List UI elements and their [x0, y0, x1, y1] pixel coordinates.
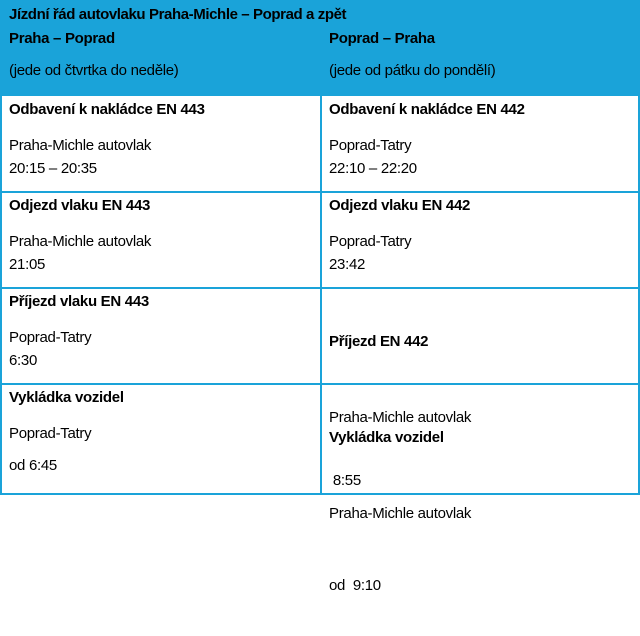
cell-heading: Odbavení k nakládce EN 442: [329, 101, 525, 118]
cell-time: 22:10 – 22:20: [329, 160, 417, 177]
days-label: (jede od pátku do pondělí): [329, 62, 496, 79]
cell-heading: Vykládka vozidel: [9, 389, 124, 406]
cell-heading: Příjezd vlaku EN 443: [9, 293, 149, 310]
table-cell: [329, 388, 639, 636]
cell-place: Poprad-Tatry: [329, 233, 412, 250]
route-label: Poprad – Praha: [329, 30, 435, 47]
table-cell: [9, 100, 319, 179]
cell-place: Poprad-Tatry: [9, 425, 92, 442]
cell-time: od 9:10: [329, 577, 381, 594]
cell-time: od 6:45: [9, 457, 57, 474]
cell-heading: Příjezd EN 442: [329, 333, 429, 350]
cell-place: Praha-Michle autovlak: [329, 505, 472, 522]
header-cell-right: [329, 29, 639, 81]
cell-heading: Odjezd vlaku EN 443: [9, 197, 151, 214]
cell-place: Praha-Michle autovlak: [9, 233, 152, 250]
cell-heading: Odbavení k nakládce EN 443: [9, 101, 205, 118]
table-cell: [329, 196, 639, 275]
cell-time: 6:30: [9, 352, 37, 369]
cell-heading: Odjezd vlaku EN 442: [329, 197, 471, 214]
cell-time: 23:42: [329, 256, 366, 273]
route-label: Praha – Poprad: [9, 30, 115, 47]
days-label: (jede od čtvrtka do neděle): [9, 62, 179, 79]
cell-place: Poprad-Tatry: [9, 329, 92, 346]
cell-place: Praha-Michle autovlak: [329, 409, 472, 426]
cell-place: Praha-Michle autovlak: [9, 137, 152, 154]
cell-time: 8:55: [329, 472, 361, 489]
table-cell: [329, 100, 639, 179]
row-divider: [2, 287, 638, 289]
table-cell: [9, 292, 319, 371]
table-title: Jízdní řád autovlaku Praha-Michle – Poprad a zpět: [2, 2, 638, 28]
column-divider: [320, 28, 322, 495]
cell-time: 21:05: [9, 256, 46, 273]
table-cell: [9, 196, 319, 275]
row-divider: [2, 191, 638, 193]
cell-place: Poprad-Tatry: [329, 137, 412, 154]
header-cell-left: [9, 29, 319, 81]
cell-heading: Vykládka vozidel: [329, 429, 444, 446]
cell-time: 20:15 – 20:35: [9, 160, 97, 177]
table-cell: [9, 388, 319, 476]
